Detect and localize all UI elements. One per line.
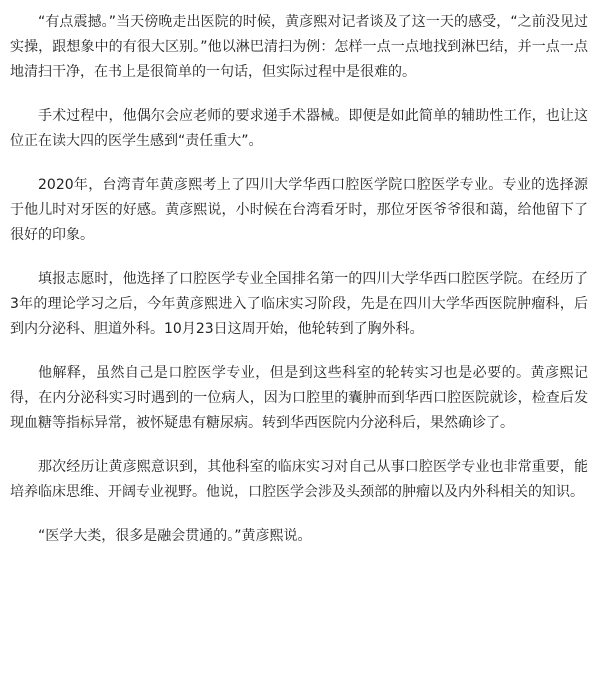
paragraph-7: “医学大类，很多是融会贯通的。”黄彦熙说。 <box>38 528 312 544</box>
paragraph-6: 那次经历让黄彦熙意识到，其他科室的临床实习对自己从事口腔医学专业也非常重要，能培养临床思维、开阔专业视野。他说，口腔医学会涉及头颈部的肿瘤以及内外科相关的知识。 <box>10 459 588 500</box>
paragraph-4: 填报志愿时，他选择了口腔医学专业全国排名第一的四川大学华西口腔医学院。在经历了3年的理论学习之后，今年黄彦熙进入了临床实习阶段，先是在四川大学华西医院肿瘤科，后到内分泌科、胆道外科。10月23日这周开始，他轮转到了胸外科。 <box>10 271 588 337</box>
paragraph-3: 2020年，台湾青年黄彦熙考上了四川大学华西口腔医学院口腔医学专业。专业的选择源于他儿时对牙医的好感。黄彦熙说，小时候在台湾看牙时，那位牙医爷爷很和蔼，给他留下了很好的印象。 <box>10 177 588 243</box>
paragraph-1: “有点震撼。”当天傍晚走出医院的时候，黄彦熙对记者谈及了这一天的感受，“之前没见过实操，跟想象中的有很大区别。”他以淋巴清扫为例：怎样一点一点地找到淋巴结，并一点一点地清扫干净，在书上是很简单的一句话，但实际过程中是很难的。 <box>10 14 588 80</box>
paragraph-5: 他解释，虽然自己是口腔医学专业，但是到这些科室的轮转实习也是必要的。黄彦熙记得，在内分泌科实习时遇到的一位病人，因为口腔里的囊肿而到华西口腔医院就诊，检查后发现血糖等指标异常，被怀疑患有糖尿病。转到华西医院内分泌科后，果然确诊了。 <box>10 365 588 431</box>
paragraph-2: 手术过程中，他偶尔会应老师的要求递手术器械。即便是如此简单的辅助性工作，也让这位正在读大四的医学生感到“责任重大”。 <box>10 108 588 149</box>
